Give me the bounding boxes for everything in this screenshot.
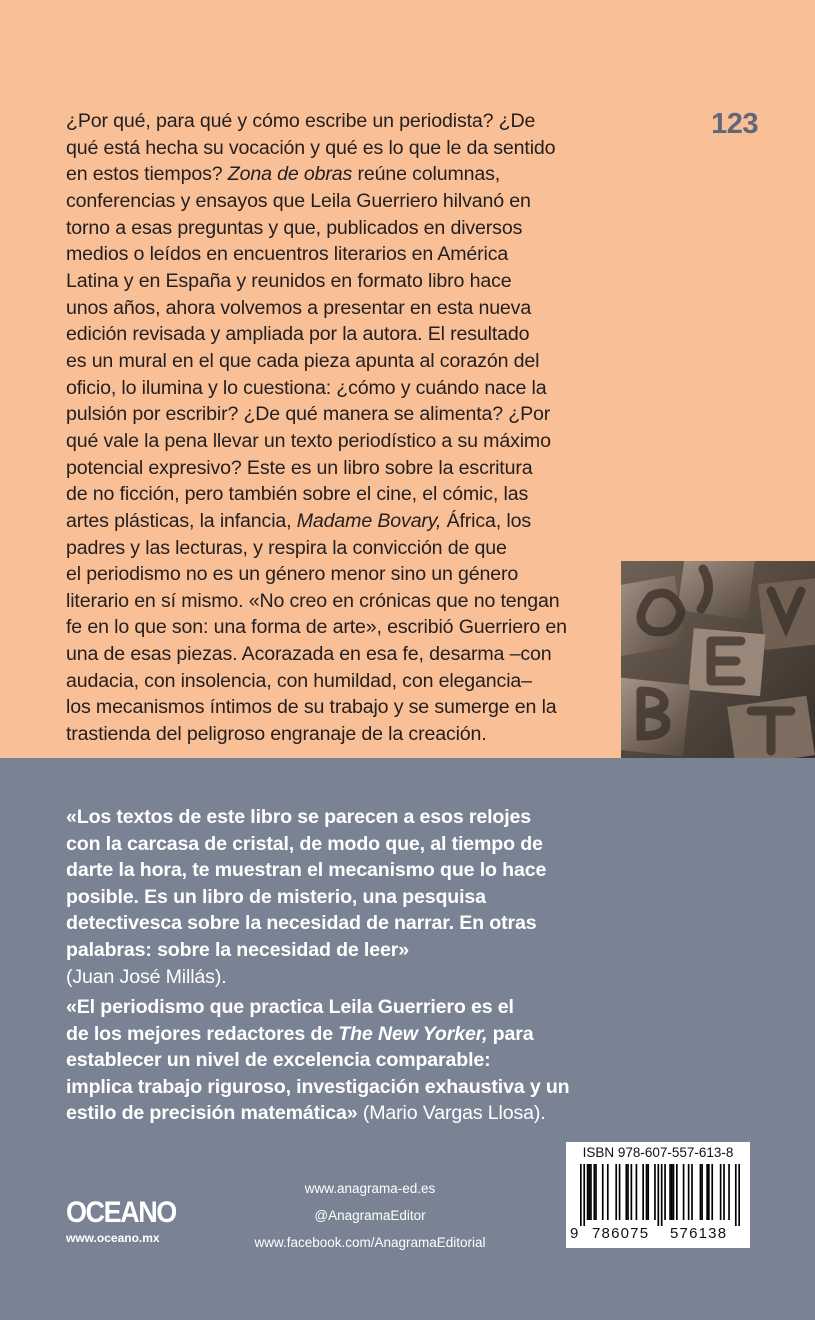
barcode-bar	[711, 1164, 713, 1220]
publisher-url: www.oceano.mx	[66, 1231, 160, 1245]
barcode-bar	[590, 1164, 592, 1220]
text-line	[66, 508, 586, 535]
text-segment: literario en sí mismo. «No creo en crónicas que no tengan	[66, 589, 560, 612]
text-line	[66, 1021, 586, 1048]
barcode-bar	[631, 1164, 633, 1220]
text-line	[66, 994, 586, 1021]
text-line	[66, 455, 586, 482]
text-segment: en estos tiempos?	[66, 163, 228, 186]
text-line	[66, 804, 586, 831]
barcode-bar	[669, 1164, 671, 1220]
text-segment: posible. Es un libro de misterio, una pesquisa	[66, 885, 486, 908]
text-segment: de los mejores redactores de	[66, 1022, 339, 1045]
barcode-bar	[701, 1164, 703, 1220]
text-line	[66, 215, 586, 242]
text-segment: África, los	[441, 509, 531, 532]
barcode-bar	[664, 1164, 666, 1220]
text-line	[66, 561, 586, 588]
text-segment: «El periodismo que practica Leila Guerriero es el	[66, 996, 514, 1018]
barcode-bar	[708, 1164, 710, 1220]
text-segment: establecer un nivel de excelencia comparable:	[66, 1049, 491, 1072]
barcode-left-digits: 786075	[592, 1225, 650, 1242]
text-segment: oficio, lo ilumina y lo cuestiona: ¿cómo y cuándo nace la	[66, 376, 547, 399]
text-segment: torno a esas preguntas y que, publicados en diversos	[66, 216, 523, 239]
publisher-contacts	[230, 1178, 510, 1259]
text-segment: conferencias y ensayos que Leila Guerriero hilvanó en	[66, 189, 531, 212]
text-line	[66, 694, 586, 721]
text-line	[66, 1047, 586, 1074]
text-line	[66, 910, 586, 937]
letterpress-blocks-image	[621, 561, 815, 758]
text-segment: The New Yorker,	[338, 1022, 488, 1045]
text-line	[66, 161, 586, 188]
text-line	[66, 721, 586, 748]
barcode-bar	[615, 1164, 617, 1220]
barcode-bar	[688, 1164, 690, 1220]
text-line	[66, 964, 586, 991]
barcode-bar	[595, 1164, 597, 1220]
text-segment: audacia, con insolencia, con humildad, con elegancia–	[66, 669, 532, 692]
text-line	[66, 884, 586, 911]
barcode-bar	[657, 1164, 659, 1226]
text-segment: detectivesca sobre la necesidad de narrar. En otras	[66, 912, 537, 935]
text-line	[66, 614, 586, 641]
barcode-bar	[583, 1164, 585, 1226]
text-segment: con la carcasa de cristal, de modo que, al tiempo de	[66, 832, 543, 855]
text-segment: ¿Por qué, para qué y cómo escribe un periodista? ¿De	[66, 110, 536, 132]
text-segment: los mecanismos íntimos de su trabajo y se sumerge en la	[66, 696, 557, 719]
barcode-bar	[625, 1164, 627, 1220]
text-segment: (Juan José Millás).	[66, 965, 227, 988]
barcode-bar	[602, 1164, 604, 1220]
letterpress-type-photo	[621, 561, 815, 758]
text-segment: qué está hecha su vocación y qué es lo que le da sentido	[66, 136, 556, 159]
text-segment: fe en lo que son: una forma de arte», escribió Guerriero en	[66, 616, 567, 639]
text-line	[66, 348, 586, 375]
barcode-bar	[706, 1164, 708, 1220]
text-line	[66, 241, 586, 268]
barcode-bar	[738, 1164, 740, 1226]
website-link[interactable]: www.anagrama-ed.es	[304, 1181, 436, 1196]
text-segment: una de esas piezas. Acorazada en esa fe, desarma –con	[66, 643, 552, 666]
barcode-bar	[647, 1164, 649, 1220]
text-line	[66, 535, 586, 562]
text-line	[66, 1100, 586, 1127]
text-line	[66, 857, 586, 884]
text-segment: medios o leídos en encuentros literarios en América	[66, 243, 509, 266]
barcode-bar	[580, 1164, 582, 1226]
text-segment: artes plásticas, la infancia,	[66, 509, 297, 532]
barcode-bar	[588, 1164, 590, 1220]
text-line	[66, 428, 586, 455]
text-line	[66, 375, 586, 402]
text-line	[66, 831, 586, 858]
barcode-bar	[700, 1164, 702, 1220]
text-segment: darte la hora, te muestran el mecanismo que lo hace	[66, 859, 547, 882]
barcode-bar	[676, 1164, 678, 1220]
barcode-bar	[654, 1164, 656, 1220]
text-line	[66, 321, 586, 348]
text-segment: Zona de obras	[227, 163, 353, 186]
text-segment: reúne columnas,	[352, 163, 501, 186]
barcode-bar	[671, 1164, 673, 1220]
barcode-bar	[646, 1164, 648, 1220]
text-line	[66, 295, 586, 322]
text-segment: implica trabajo riguroso, investigación exhaustiva y un	[66, 1075, 570, 1098]
barcode-bar	[720, 1164, 722, 1220]
barcode-bar	[728, 1164, 730, 1220]
barcode-bar	[636, 1164, 638, 1220]
isbn-label: ISBN 978-607-557-613-8	[582, 1145, 734, 1160]
text-segment: para	[487, 1022, 534, 1045]
barcode-bar	[593, 1164, 595, 1220]
text-segment: unos años, ahora volvemos a presentar en esta nueva	[66, 296, 532, 319]
text-segment: qué vale la pena llevar un texto periodístico a su máximo	[66, 429, 551, 452]
barcode-bar	[627, 1164, 629, 1220]
text-segment: Latina y en España y reunidos en formato libro hace	[66, 269, 512, 292]
barcode-first-digit: 9	[570, 1225, 579, 1242]
barcode-bar	[683, 1164, 685, 1220]
text-line	[66, 668, 586, 695]
publisher-logo	[66, 1198, 188, 1245]
text-line	[66, 108, 586, 135]
barcode-bar	[691, 1164, 693, 1220]
text-segment: «Los textos de este libro se parecen a esos relojes	[66, 806, 531, 828]
text-segment: padres y las lecturas, y respira la convicción de que	[66, 536, 507, 559]
text-line	[66, 937, 586, 964]
text-line	[66, 268, 586, 295]
blurbs-panel	[0, 758, 815, 1320]
barcode-bar	[587, 1164, 589, 1220]
text-line	[66, 1074, 586, 1101]
text-line	[66, 641, 586, 668]
text-segment: estilo de precisión matemática»	[66, 1102, 358, 1125]
barcode-bar	[619, 1164, 621, 1220]
barcode-bar	[607, 1164, 609, 1220]
text-segment: edición revisada y ampliada por la autora. El resultado	[66, 323, 530, 346]
text-segment: palabras: sobre la necesidad de leer»	[66, 938, 409, 961]
text-segment: es un mural en el que cada pieza apunta al corazón del	[66, 349, 540, 372]
series-number: 123	[711, 108, 758, 140]
barcode-bars	[580, 1164, 740, 1226]
text-segment: potencial expresivo? Este es un libro sobre la escritura	[66, 456, 533, 479]
synopsis-text	[66, 108, 586, 748]
text-line	[66, 481, 586, 508]
text-segment: de no ficción, pero también sobre el cine, el cómic, las	[66, 483, 529, 506]
facebook-link[interactable]: www.facebook.com/AnagramaEditorial	[254, 1235, 486, 1250]
oceano-logo: OCEANO	[66, 1196, 176, 1229]
text-line	[66, 135, 586, 162]
barcode-bar	[642, 1164, 644, 1220]
barcode-bar	[673, 1164, 675, 1220]
text-line	[66, 188, 586, 215]
text-segment: pulsión por escribir? ¿De qué manera se alimenta? ¿Por	[66, 403, 551, 426]
text-segment: (Mario Vargas Llosa).	[357, 1102, 546, 1125]
text-line	[66, 401, 586, 428]
barcode-bar	[661, 1164, 663, 1226]
text-line	[66, 588, 586, 615]
barcode-right-digits: 576138	[670, 1225, 728, 1242]
blurb-vargas-llosa	[66, 994, 586, 1127]
text-segment: Madame Bovary,	[296, 509, 442, 532]
text-segment: el periodismo no es un género menor sino un género	[66, 563, 519, 586]
barcode-bar	[723, 1164, 725, 1220]
blurb-millas	[66, 804, 586, 990]
twitter-handle[interactable]: @AnagramaEditor	[314, 1208, 426, 1223]
text-segment: trastienda del peligroso engranaje de la creación.	[66, 723, 487, 746]
isbn-barcode	[566, 1142, 750, 1248]
barcode-bar	[735, 1164, 737, 1226]
